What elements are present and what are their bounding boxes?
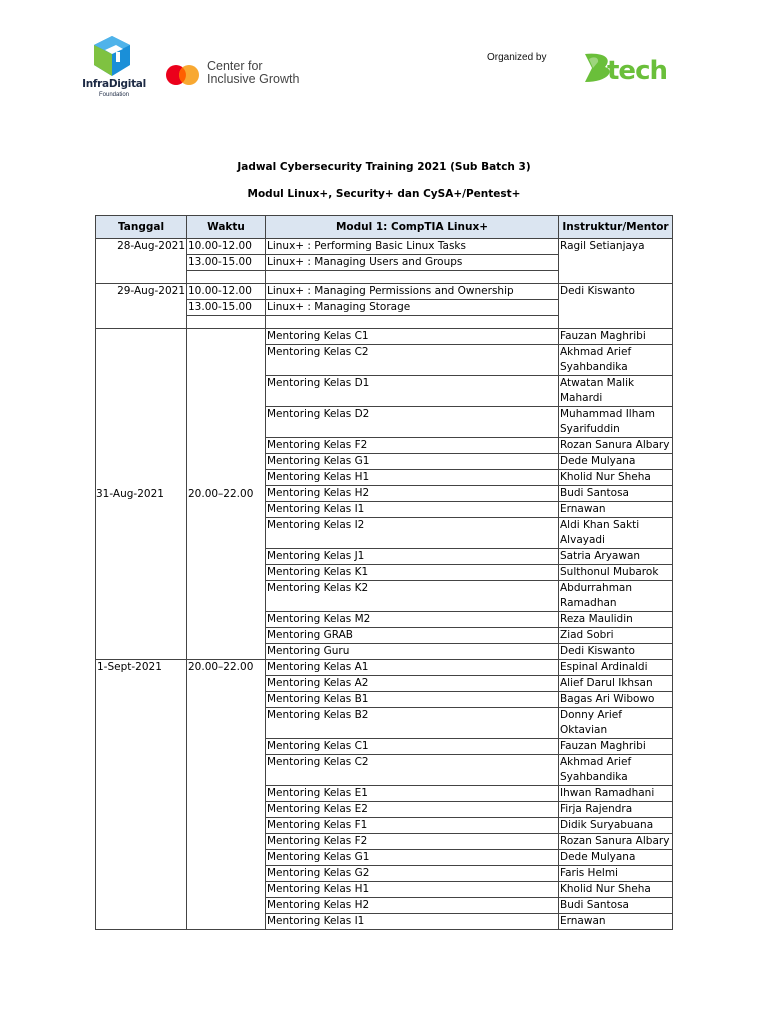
module-cell: Mentoring Kelas C2: [266, 755, 559, 786]
module-cell: Mentoring Kelas I2: [266, 518, 559, 549]
svg-text:tech: tech: [607, 56, 667, 84]
date-cell: 1-Sept-2021: [96, 660, 187, 930]
mentor-cell: Atwatan Malik Mahardi: [559, 376, 673, 407]
time-cell: 13.00-15.00: [187, 255, 266, 271]
instructor-cell: Dedi Kiswanto: [559, 284, 673, 329]
module-cell: Mentoring Kelas J1: [266, 549, 559, 565]
mentor-cell: Akhmad Arief Syahbandika: [559, 345, 673, 376]
mentor-cell: Fauzan Maghribi: [559, 739, 673, 755]
mentor-cell: Ernawan: [559, 914, 673, 930]
mentor-cell: Akhmad Arief Syahbandika: [559, 755, 673, 786]
module-cell: Linux+ : Managing Permissions and Ownership: [266, 284, 559, 300]
module-cell: Mentoring Kelas I1: [266, 502, 559, 518]
module-cell: Mentoring Kelas K2: [266, 581, 559, 612]
module-cell: Mentoring GRAB: [266, 628, 559, 644]
module-cell: Mentoring Kelas C1: [266, 739, 559, 755]
module-cell: Linux+ : Performing Basic Linux Tasks: [266, 239, 559, 255]
module-cell: Mentoring Kelas D2: [266, 407, 559, 438]
mentor-cell: Dedi Kiswanto: [559, 644, 673, 660]
header-modul: Modul 1: CompTIA Linux+: [266, 216, 559, 239]
mentor-cell: Firja Rajendra: [559, 802, 673, 818]
module-cell: Mentoring Kelas D1: [266, 376, 559, 407]
empty-cell: [266, 316, 559, 329]
infradigital-mark-icon: [90, 34, 134, 78]
cig-line-1: Center for: [207, 59, 263, 73]
mentor-cell: Muhammad Ilham Syarifuddin: [559, 407, 673, 438]
time-cell: 13.00-15.00: [187, 300, 266, 316]
document-subtitle: Modul Linux+, Security+ dan CySA+/Pentest+: [247, 188, 521, 200]
instructor-cell: Ragil Setianjaya: [559, 239, 673, 284]
cig-line-2: Inclusive Growth: [207, 72, 300, 86]
module-cell: Mentoring Kelas H2: [266, 898, 559, 914]
module-cell: Mentoring Kelas C1: [266, 329, 559, 345]
infradigital-name: InfraDigital: [82, 78, 146, 90]
mentor-cell: Satria Aryawan: [559, 549, 673, 565]
module-cell: Mentoring Kelas I1: [266, 914, 559, 930]
module-cell: Mentoring Guru: [266, 644, 559, 660]
module-cell: Mentoring Kelas A1: [266, 660, 559, 676]
table-header-row: [96, 216, 673, 239]
organized-by-label: Organized by: [487, 52, 547, 63]
mentor-cell: Dede Mulyana: [559, 454, 673, 470]
mentor-cell: Ihwan Ramadhani: [559, 786, 673, 802]
module-cell: Mentoring Kelas C2: [266, 345, 559, 376]
table-row: [96, 239, 673, 255]
document-title: Jadwal Cybersecurity Training 2021 (Sub Batch 3): [237, 161, 531, 173]
mentor-cell: Rozan Sanura Albary: [559, 438, 673, 454]
module-cell: Mentoring Kelas B2: [266, 708, 559, 739]
time-cell: 20.00–22.00: [187, 329, 266, 660]
mentor-cell: Ernawan: [559, 502, 673, 518]
module-cell: Mentoring Kelas E2: [266, 802, 559, 818]
header-instruktur: Instruktur/Mentor: [559, 216, 673, 239]
mastercard-circles-icon: [164, 64, 202, 86]
mentor-cell: Sulthonul Mubarok: [559, 565, 673, 581]
time-cell: 10.00-12.00: [187, 239, 266, 255]
date-cell: 31-Aug-2021: [96, 329, 187, 660]
module-cell: Mentoring Kelas A2: [266, 676, 559, 692]
infradigital-subtitle: Foundation: [98, 92, 130, 98]
date-cell: 28-Aug-2021: [96, 239, 187, 284]
module-cell: Mentoring Kelas F1: [266, 818, 559, 834]
module-cell: Mentoring Kelas H1: [266, 882, 559, 898]
empty-cell: [187, 271, 266, 284]
mentor-cell: Ziad Sobri: [559, 628, 673, 644]
mentor-cell: Didik Suryabuana: [559, 818, 673, 834]
module-cell: Mentoring Kelas F2: [266, 834, 559, 850]
header-waktu: Waktu: [187, 216, 266, 239]
mentor-cell: Reza Maulidin: [559, 612, 673, 628]
table-row: [96, 660, 673, 676]
module-cell: Mentoring Kelas H2: [266, 486, 559, 502]
module-cell: Mentoring Kelas F2: [266, 438, 559, 454]
table-row: [96, 329, 673, 345]
table-row: [96, 284, 673, 300]
mentor-cell: Fauzan Maghribi: [559, 329, 673, 345]
module-cell: Mentoring Kelas E1: [266, 786, 559, 802]
date-cell: 29-Aug-2021: [96, 284, 187, 329]
mentor-cell: Kholid Nur Sheha: [559, 470, 673, 486]
cig-wordmark: [207, 60, 299, 86]
mentor-cell: Abdurrahman Ramadhan: [559, 581, 673, 612]
mentor-cell: Alief Darul Ikhsan: [559, 676, 673, 692]
infradigital-logo: [80, 34, 148, 100]
mentor-cell: Faris Helmi: [559, 866, 673, 882]
mentor-cell: Bagas Ari Wibowo: [559, 692, 673, 708]
module-cell: Mentoring Kelas H1: [266, 470, 559, 486]
mentor-cell: Espinal Ardinaldi: [559, 660, 673, 676]
module-cell: Mentoring Kelas G1: [266, 850, 559, 866]
mentor-cell: Kholid Nur Sheha: [559, 882, 673, 898]
module-cell: Linux+ : Managing Storage: [266, 300, 559, 316]
module-cell: Mentoring Kelas K1: [266, 565, 559, 581]
btech-logo-icon: [583, 52, 677, 84]
mentor-cell: Aldi Khan Sakti Alvayadi: [559, 518, 673, 549]
time-cell: 20.00–22.00: [187, 660, 266, 930]
time-cell: 10.00-12.00: [187, 284, 266, 300]
module-cell: Mentoring Kelas B1: [266, 692, 559, 708]
mentor-cell: Budi Santosa: [559, 898, 673, 914]
mentor-cell: Dede Mulyana: [559, 850, 673, 866]
module-cell: Mentoring Kelas G2: [266, 866, 559, 882]
mentor-cell: Budi Santosa: [559, 486, 673, 502]
center-for-inclusive-growth-logo: [164, 60, 314, 90]
empty-cell: [266, 271, 559, 284]
empty-cell: [187, 316, 266, 329]
schedule-table: [95, 215, 673, 930]
module-cell: Linux+ : Managing Users and Groups: [266, 255, 559, 271]
module-cell: Mentoring Kelas M2: [266, 612, 559, 628]
mentor-cell: Rozan Sanura Albary: [559, 834, 673, 850]
mentor-cell: Donny Arief Oktavian: [559, 708, 673, 739]
header-tanggal: Tanggal: [96, 216, 187, 239]
module-cell: Mentoring Kelas G1: [266, 454, 559, 470]
